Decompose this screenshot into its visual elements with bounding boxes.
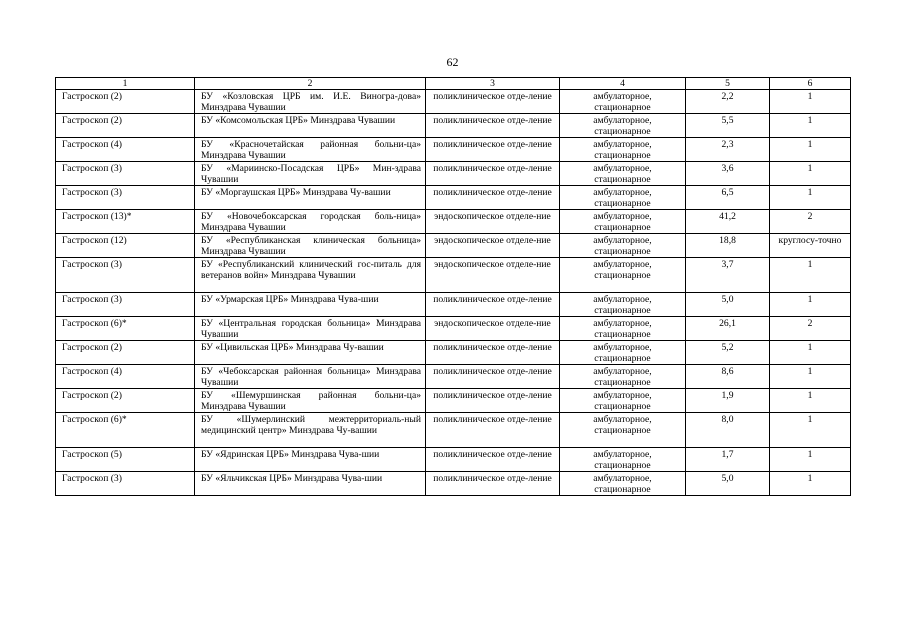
shift-cell: 1 (770, 448, 851, 472)
table-row (56, 472, 851, 496)
care-type-cell: амбулаторное, стационарное (560, 317, 686, 341)
load-value-cell: 5,0 (686, 472, 770, 496)
equipment-table (55, 77, 851, 496)
shift-cell: 2 (770, 317, 851, 341)
institution-cell: БУ «Козловская ЦРБ им. И.Е. Виногра-дова» Минздрава Чувашии (195, 90, 426, 114)
care-type-cell: амбулаторное, стационарное (560, 234, 686, 258)
institution-cell: БУ «Ядринская ЦРБ» Минздрава Чува-шии (195, 448, 426, 472)
device-cell: Гастроскоп (4) (56, 365, 195, 389)
device-cell: Гастроскоп (2) (56, 114, 195, 138)
table-header-row (56, 78, 851, 90)
table-row (56, 186, 851, 210)
column-header: 6 (770, 78, 851, 90)
care-type-cell: амбулаторное, стационарное (560, 413, 686, 448)
device-cell: Гастроскоп (5) (56, 448, 195, 472)
department-cell: эндоскопическое отделе-ние (426, 234, 560, 258)
load-value-cell: 2,3 (686, 138, 770, 162)
department-cell: поликлиническое отде-ление (426, 138, 560, 162)
shift-cell: 2 (770, 210, 851, 234)
load-value-cell: 5,5 (686, 114, 770, 138)
table-row (56, 258, 851, 293)
institution-cell: БУ «Урмарская ЦРБ» Минздрава Чува-шии (195, 293, 426, 317)
care-type-cell: амбулаторное, стационарное (560, 162, 686, 186)
department-cell: поликлиническое отде-ление (426, 472, 560, 496)
device-cell: Гастроскоп (2) (56, 90, 195, 114)
load-value-cell: 2,2 (686, 90, 770, 114)
column-header: 3 (426, 78, 560, 90)
device-cell: Гастроскоп (3) (56, 293, 195, 317)
load-value-cell: 3,7 (686, 258, 770, 293)
department-cell: поликлиническое отде-ление (426, 186, 560, 210)
device-cell: Гастроскоп (6)* (56, 413, 195, 448)
table-row (56, 162, 851, 186)
shift-cell: 1 (770, 258, 851, 293)
shift-cell: 1 (770, 341, 851, 365)
shift-cell: 1 (770, 114, 851, 138)
department-cell: поликлиническое отде-ление (426, 341, 560, 365)
care-type-cell: амбулаторное, стационарное (560, 258, 686, 293)
care-type-cell: амбулаторное, стационарное (560, 114, 686, 138)
department-cell: поликлиническое отде-ление (426, 114, 560, 138)
department-cell: поликлиническое отде-ление (426, 413, 560, 448)
load-value-cell: 26,1 (686, 317, 770, 341)
table-row (56, 234, 851, 258)
department-cell: поликлиническое отде-ление (426, 90, 560, 114)
table-row (56, 317, 851, 341)
device-cell: Гастроскоп (3) (56, 258, 195, 293)
department-cell: эндоскопическое отделе-ние (426, 210, 560, 234)
department-cell: поликлиническое отде-ление (426, 293, 560, 317)
care-type-cell: амбулаторное, стационарное (560, 365, 686, 389)
device-cell: Гастроскоп (4) (56, 138, 195, 162)
table-row (56, 90, 851, 114)
shift-cell: 1 (770, 413, 851, 448)
shift-cell: 1 (770, 162, 851, 186)
institution-cell: БУ «Центральная городская больница» Минздрава Чувашии (195, 317, 426, 341)
institution-cell: БУ «Цивильская ЦРБ» Минздрава Чу-вашии (195, 341, 426, 365)
table-row (56, 389, 851, 413)
care-type-cell: амбулаторное, стационарное (560, 472, 686, 496)
device-cell: Гастроскоп (3) (56, 186, 195, 210)
load-value-cell: 6,5 (686, 186, 770, 210)
care-type-cell: амбулаторное, стационарное (560, 186, 686, 210)
device-cell: Гастроскоп (6)* (56, 317, 195, 341)
table-row (56, 413, 851, 448)
column-header: 4 (560, 78, 686, 90)
table-row (56, 210, 851, 234)
shift-cell: 1 (770, 90, 851, 114)
department-cell: поликлиническое отде-ление (426, 448, 560, 472)
column-header: 5 (686, 78, 770, 90)
column-header: 1 (56, 78, 195, 90)
care-type-cell: амбулаторное, стационарное (560, 90, 686, 114)
institution-cell: БУ «Чебоксарская районная больница» Минздрава Чувашии (195, 365, 426, 389)
institution-cell: БУ «Новочебоксарская городская боль-ница» Минздрава Чувашии (195, 210, 426, 234)
institution-cell: БУ «Мариинско-Посадская ЦРБ» Мин-здрава Чувашии (195, 162, 426, 186)
load-value-cell: 1,7 (686, 448, 770, 472)
table-row (56, 341, 851, 365)
device-cell: Гастроскоп (3) (56, 472, 195, 496)
load-value-cell: 3,6 (686, 162, 770, 186)
device-cell: Гастроскоп (2) (56, 341, 195, 365)
department-cell: эндоскопическое отделе-ние (426, 258, 560, 293)
institution-cell: БУ «Шемуршинская районная больни-ца» Минздрава Чувашии (195, 389, 426, 413)
column-header: 2 (195, 78, 426, 90)
table-row (56, 448, 851, 472)
shift-cell: 1 (770, 472, 851, 496)
device-cell: Гастроскоп (13)* (56, 210, 195, 234)
care-type-cell: амбулаторное, стационарное (560, 341, 686, 365)
institution-cell: БУ «Республиканский клинический гос-питаль для ветеранов войн» Минздрава Чувашии (195, 258, 426, 293)
table-row (56, 293, 851, 317)
care-type-cell: амбулаторное, стационарное (560, 210, 686, 234)
care-type-cell: амбулаторное, стационарное (560, 138, 686, 162)
load-value-cell: 5,2 (686, 341, 770, 365)
table-row (56, 365, 851, 389)
device-cell: Гастроскоп (2) (56, 389, 195, 413)
shift-cell: круглосу-точно (770, 234, 851, 258)
institution-cell: БУ «Яльчикская ЦРБ» Минздрава Чува-шии (195, 472, 426, 496)
load-value-cell: 1,9 (686, 389, 770, 413)
load-value-cell: 5,0 (686, 293, 770, 317)
load-value-cell: 41,2 (686, 210, 770, 234)
load-value-cell: 18,8 (686, 234, 770, 258)
institution-cell: БУ «Комсомольская ЦРБ» Минздрава Чувашии (195, 114, 426, 138)
institution-cell: БУ «Шумерлинский межтерриториаль-ный медицинский центр» Минздрава Чу-вашии (195, 413, 426, 448)
load-value-cell: 8,0 (686, 413, 770, 448)
load-value-cell: 8,6 (686, 365, 770, 389)
department-cell: эндоскопическое отделе-ние (426, 317, 560, 341)
table-row (56, 114, 851, 138)
care-type-cell: амбулаторное, стационарное (560, 389, 686, 413)
shift-cell: 1 (770, 293, 851, 317)
table-row (56, 138, 851, 162)
institution-cell: БУ «Республиканская клиническая больница» Минздрава Чувашии (195, 234, 426, 258)
page-number: 62 (446, 55, 459, 69)
care-type-cell: амбулаторное, стационарное (560, 293, 686, 317)
care-type-cell: амбулаторное, стационарное (560, 448, 686, 472)
institution-cell: БУ «Моргаушская ЦРБ» Минздрава Чу-вашии (195, 186, 426, 210)
department-cell: поликлиническое отде-ление (426, 162, 560, 186)
department-cell: поликлиническое отде-ление (426, 365, 560, 389)
device-cell: Гастроскоп (12) (56, 234, 195, 258)
shift-cell: 1 (770, 138, 851, 162)
shift-cell: 1 (770, 186, 851, 210)
shift-cell: 1 (770, 365, 851, 389)
department-cell: поликлиническое отде-ление (426, 389, 560, 413)
shift-cell: 1 (770, 389, 851, 413)
institution-cell: БУ «Красночетайская районная больни-ца» Минздрава Чувашии (195, 138, 426, 162)
device-cell: Гастроскоп (3) (56, 162, 195, 186)
